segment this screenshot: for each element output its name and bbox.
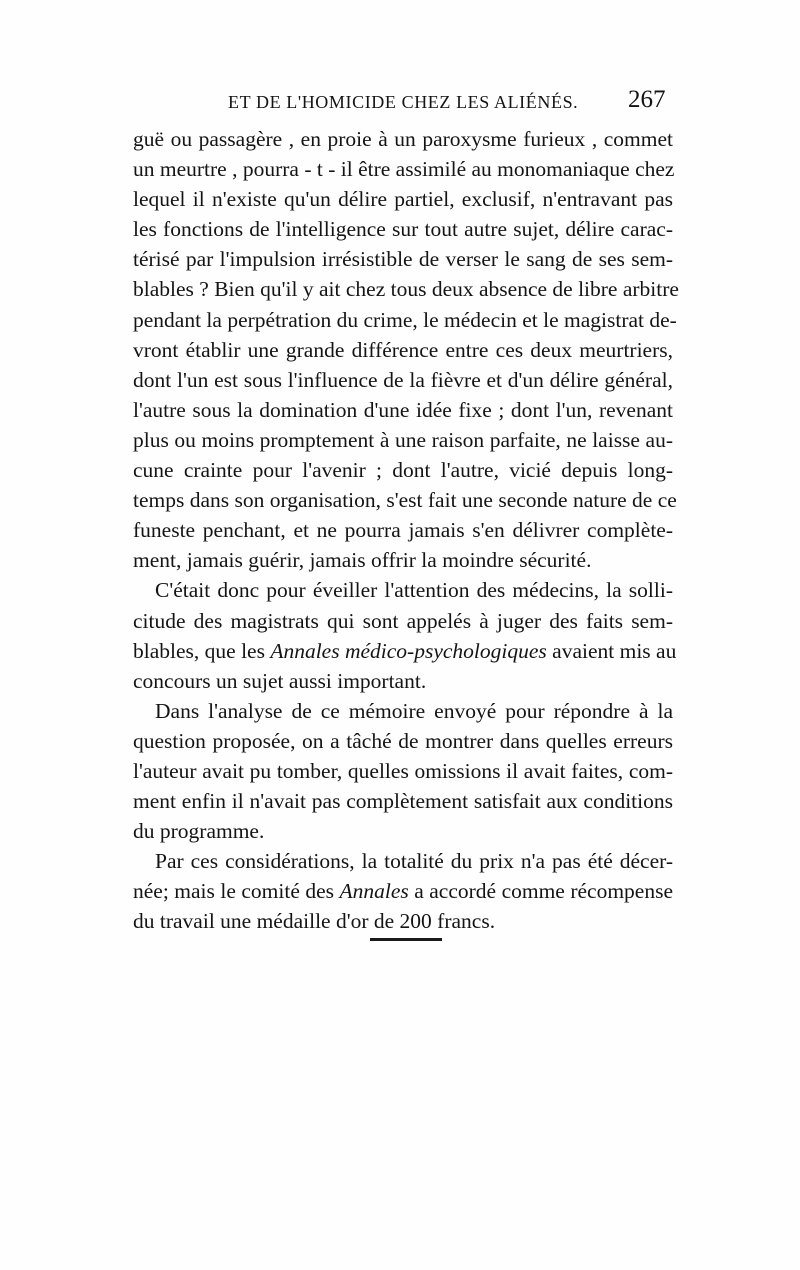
text-span: blables, que les — [133, 638, 271, 663]
text-line: du travail une médaille d'or de 200 francs. — [133, 909, 496, 934]
text-line: lequel il n'existe qu'un délire partiel, exclusif, n'entravant pas — [133, 187, 673, 212]
text-line: question proposée, on a tâché de montrer dans quelles erreurs — [133, 728, 673, 753]
text-line — [133, 636, 677, 666]
text-line: un meurtre , pourra - t - il être assimilé au monomaniaque chez — [133, 157, 675, 182]
text-line: funeste penchant, et ne pourra jamais s'en délivrer complète- — [133, 518, 673, 543]
text-line: concours un sujet aussi important. — [133, 668, 427, 693]
text-line: l'auteur avait pu tomber, quelles omissions il avait faites, com- — [133, 758, 673, 783]
text-line: blables ? Bien qu'il y ait chez tous deux absence de libre arbitre — [133, 277, 679, 302]
text-line: Par ces considérations, la totalité du prix n'a pas été décer- — [155, 849, 673, 874]
text-line: C'était donc pour éveiller l'attention des médecins, la solli- — [155, 578, 673, 603]
text-line: citude des magistrats qui sont appelés à juger des faits sem- — [133, 608, 673, 633]
text-line: l'autre sous la domination d'une idée fixe ; dont l'un, revenant — [133, 397, 673, 422]
running-head: ET DE L'HOMICIDE CHEZ LES ALIÉNÉS. — [228, 92, 579, 112]
text-line: plus ou moins promptement à une raison parfaite, ne laisse au- — [133, 427, 673, 452]
text-line: térisé par l'impulsion irrésistible de verser le sang de ses sem- — [133, 247, 673, 272]
text-line: temps dans son organisation, s'est fait une seconde nature de ce — [133, 488, 677, 513]
text-span: née; mais le comité des — [133, 879, 340, 904]
body-text — [133, 124, 679, 937]
text-line: ment, jamais guérir, jamais offrir la moindre sécurité. — [133, 548, 592, 573]
text-line: guë ou passagère , en proie à un paroxysme furieux , commet — [133, 127, 673, 151]
page-number: 267 — [628, 86, 666, 113]
text-line: ment enfin il n'avait pas complètement satisfait aux conditions — [133, 789, 673, 814]
text-span: avaient mis au — [546, 638, 677, 663]
text-span: a accordé comme récompense — [408, 879, 673, 904]
text-line — [133, 876, 673, 906]
text-line: pendant la perpétration du crime, le médecin et le magistrat de- — [133, 307, 677, 332]
journal-title: Annales médico-psychologiques — [270, 638, 547, 663]
text-line: dont l'un est sous l'influence de la fièvre et d'un délire général, — [133, 367, 673, 392]
text-line: vront établir une grande différence entre ces deux meurtriers, — [133, 337, 673, 362]
end-rule — [370, 938, 442, 941]
text-line: les fonctions de l'intelligence sur tout autre sujet, délire carac- — [133, 217, 673, 242]
text-line: Dans l'analyse de ce mémoire envoyé pour répondre à la — [155, 698, 673, 723]
journal-title: Annales — [339, 879, 409, 904]
text-line: du programme. — [133, 819, 265, 844]
text-line: cune crainte pour l'avenir ; dont l'autre, vicié depuis long- — [133, 458, 673, 483]
